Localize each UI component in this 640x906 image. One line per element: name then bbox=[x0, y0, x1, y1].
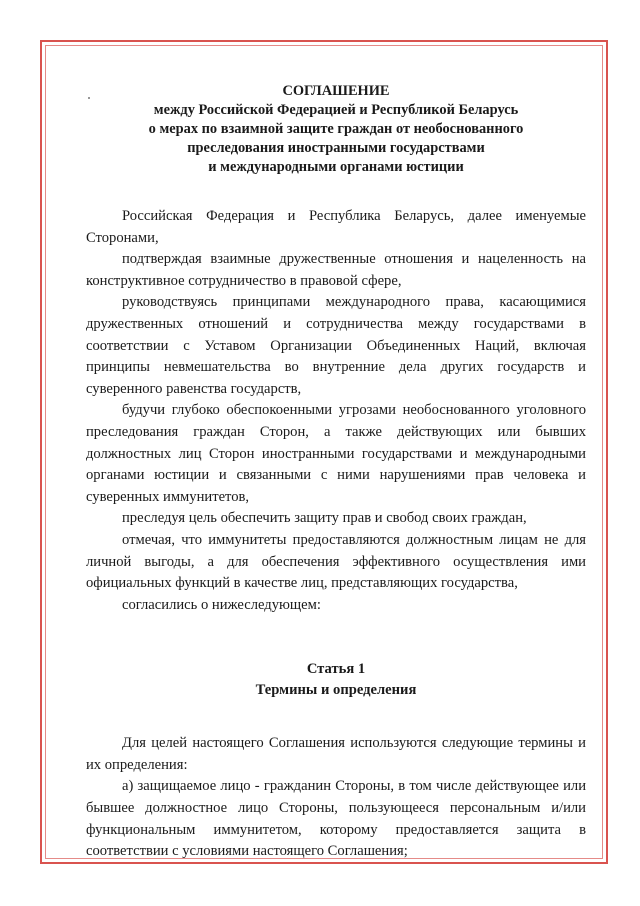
preamble-paragraph: подтверждая взаимные дружественные отношения и нацеленность на конструктивное сотрудничество в правовой сфере, bbox=[86, 251, 586, 289]
preamble-paragraph: согласились о нижеследующем: bbox=[122, 596, 321, 613]
preamble-paragraph: преследуя цель обеспечить защиту прав и свобод своих граждан, bbox=[122, 510, 527, 527]
article-paragraph: а) защищаемое лицо - гражданин Стороны, в том числе действующее или бывшее должностное лицо Стороны, пользующееся персональным и/или функциональным иммунитетом, которому предоставляется защита в соответствии с условиями настоящего Соглашения; bbox=[86, 778, 586, 860]
preamble-paragraph: Российская Федерация и Республика Беларусь, далее именуемые Сторонами, bbox=[86, 208, 586, 246]
title-line-4: преследования иностранными государствами bbox=[187, 140, 485, 156]
article-title: Термины и определения bbox=[255, 682, 417, 699]
article-number: Статья 1 bbox=[306, 661, 366, 678]
article-heading bbox=[86, 659, 586, 701]
preamble bbox=[86, 206, 586, 616]
document-title bbox=[86, 82, 586, 177]
article-paragraph: Для целей настоящего Соглашения используются следующие термины и их определения: bbox=[86, 735, 586, 773]
title-line-3: о мерах по взаимной защите граждан от необоснованного bbox=[148, 121, 524, 137]
title-line-2: между Российской Федерацией и Республикой Беларусь bbox=[153, 102, 519, 118]
preamble-paragraph: руководствуясь принципами международного права, касающимися дружественных отношений и сотрудничества между государствами в соответствии с Уставом Организации Объединенных Наций, включая принципы невмешательства во внутренние дела других государств и суверенного равенства государств, bbox=[86, 294, 586, 397]
document-body bbox=[86, 82, 586, 863]
title-line-5: и международными органами юстиции bbox=[208, 159, 464, 175]
article-body bbox=[86, 733, 586, 863]
preamble-paragraph: будучи глубоко обеспокоенными угрозами необоснованного уголовного преследования граждан Сторон, а также действующих или бывших должностных лиц Сторон иностранными государствами и международными органами юстиции и связанными с ними нарушениями прав человека и суверенных иммунитетов, bbox=[86, 402, 586, 505]
title-line-1: СОГЛАШЕНИЕ bbox=[282, 83, 390, 99]
preamble-paragraph: отмечая, что иммунитеты предоставляются должностным лицам не для личной выгоды, а для обеспечения эффективного осуществления ими официальных функций в качестве лиц, представляющих государства, bbox=[86, 531, 586, 592]
